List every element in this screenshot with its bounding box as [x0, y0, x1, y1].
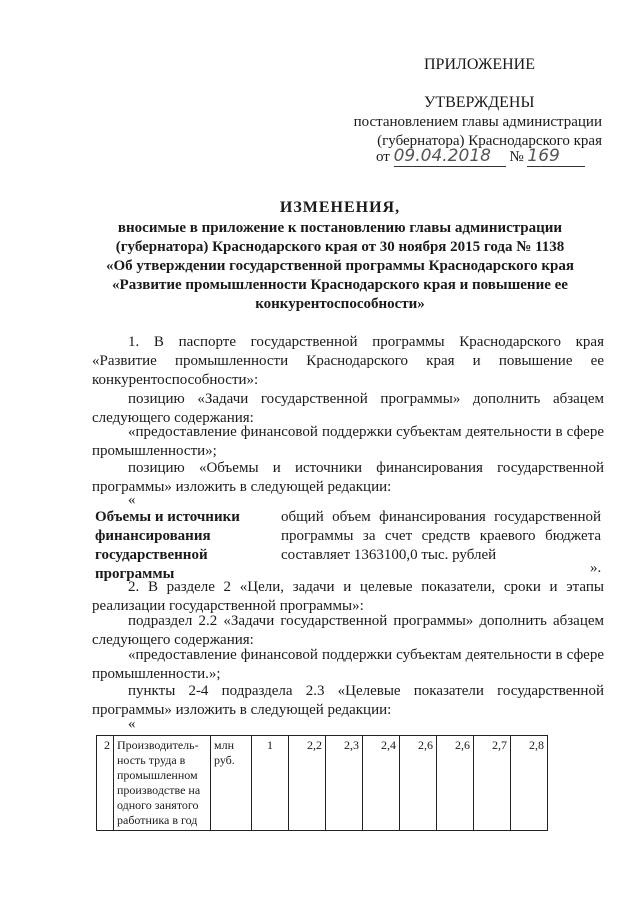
paragraph-2: позицию «Задачи государственной программы» дополнить абзацем следующего содержания:	[92, 391, 604, 426]
date-prefix: от	[376, 149, 390, 165]
table-row	[97, 736, 548, 831]
table-cell: 2	[97, 736, 114, 831]
title-line-1: вносимые в приложение к постановлению главы администрации	[117, 220, 563, 236]
paragraph-6: подраздел 2.2 «Задачи государственной программы» дополнить абзацем следующего содержания:	[92, 613, 604, 648]
table-cell: 2,8	[511, 736, 548, 831]
table-cell: 2,3	[326, 736, 363, 831]
paragraph-1: 1. В паспорте государственной программы Краснодарского края «Развитие промышленности Краснодарского края и повышение ее конкурентоспособности»:	[92, 334, 604, 388]
indicators-table	[96, 735, 548, 831]
handwritten-number: 169	[527, 146, 585, 167]
funding-label: Объемы и источники финансирования государственной программы	[95, 509, 240, 582]
appendix-label: ПРИЛОЖЕНИЕ	[424, 56, 536, 73]
quote-open-2: «	[128, 716, 136, 732]
date-number-line	[376, 146, 585, 167]
funding-value: общий объем финансирования государственной программы за счет средств краевого бюджета составляет 1363100,0 тыс. рублей	[281, 509, 601, 563]
paragraph-7: «предоставление финансовой поддержки субъектам деятельности в сфере промышленности.»;	[92, 647, 604, 682]
handwritten-date: 09.04.2018	[394, 146, 506, 167]
table-cell: млн руб.	[211, 736, 252, 831]
table-cell: 2,4	[363, 736, 400, 831]
table-cell: 2,7	[474, 736, 511, 831]
document-title	[90, 198, 590, 314]
approval-line-2: (губернатора) Краснодарского края	[377, 133, 602, 149]
paragraph-8: пункты 2-4 подраздела 2.3 «Целевые показатели государственной программы» изложить в следующей редакции:	[92, 683, 604, 718]
paragraph-3: «предоставление финансовой поддержки субъектам деятельности в сфере промышленности»;	[92, 424, 604, 459]
table-cell: 2,2	[289, 736, 326, 831]
title-line-3: «Об утверждении государственной программы Краснодарского края	[106, 258, 574, 274]
title-main: ИЗМЕНЕНИЯ,	[279, 199, 401, 216]
title-line-5: конкурентоспособности»	[255, 296, 425, 312]
paragraph-4: позицию «Объемы и источники финансирования государственной программы» изложить в следующей редакции:	[92, 460, 604, 495]
approved-label: УТВЕРЖДЕНЫ	[424, 94, 535, 111]
quote-open: «	[128, 492, 136, 508]
table-cell: Производитель-ность труда в промышленном производстве на одного занятого работника в год	[114, 736, 211, 831]
approval-line-1: постановлением главы администрации	[353, 114, 602, 130]
quote-close: ».	[590, 560, 602, 576]
number-prefix: №	[509, 149, 524, 165]
table-cell: 1	[252, 736, 289, 831]
title-line-2: (губернатора) Краснодарского края от 30 ноября 2015 года № 1138	[115, 239, 565, 255]
title-line-4: «Развитие промышленности Краснодарского края и повышение ее	[112, 277, 568, 293]
table-cell: 2,6	[437, 736, 474, 831]
table-cell: 2,6	[400, 736, 437, 831]
paragraph-5: 2. В разделе 2 «Цели, задачи и целевые показатели, сроки и этапы реализации государственной программы»:	[92, 579, 604, 614]
